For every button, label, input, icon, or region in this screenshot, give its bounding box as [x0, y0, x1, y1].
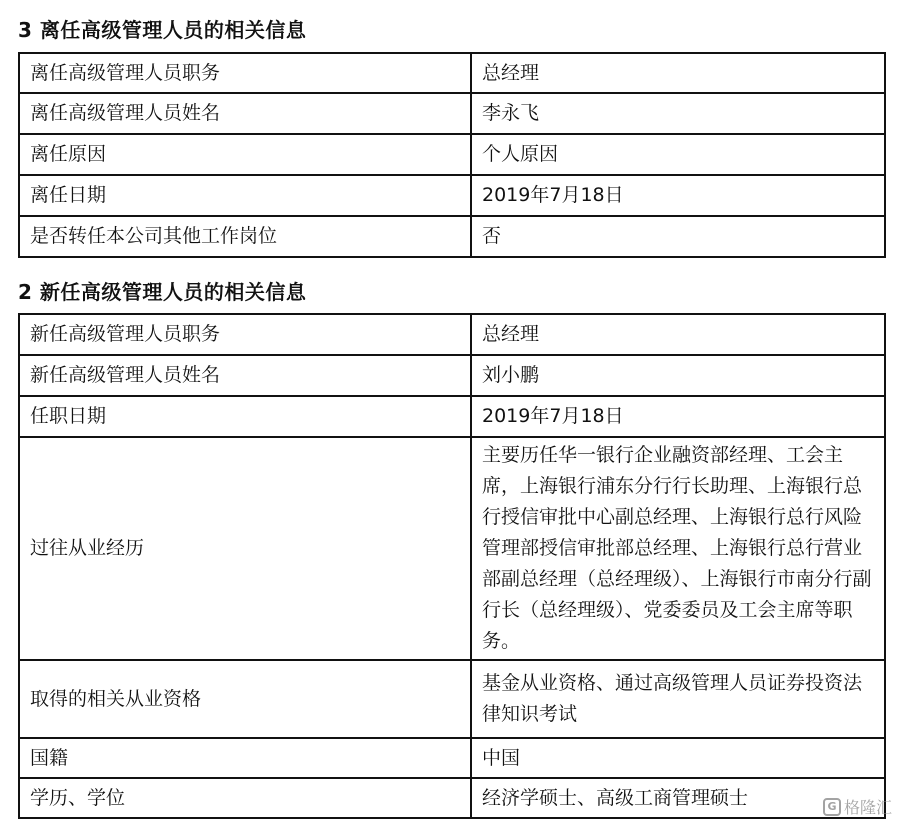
table-row: [19, 396, 885, 437]
row-label: 新任高级管理人员职务: [19, 314, 471, 355]
row-value: 李永飞: [471, 93, 885, 134]
table-row: [19, 134, 885, 175]
row-label: 学历、学位: [19, 778, 471, 818]
row-label: 离任高级管理人员职务: [19, 53, 471, 93]
row-value: 刘小鹏: [471, 355, 885, 396]
watermark: [823, 795, 892, 818]
new-appointment-section-title: 2 新任高级管理人员的相关信息: [18, 280, 307, 304]
watermark-text: 格隆汇: [843, 798, 892, 817]
row-label: 任职日期: [19, 396, 471, 437]
row-label: 离任日期: [19, 175, 471, 216]
row-value: 总经理: [471, 314, 885, 355]
row-label: 离任高级管理人员姓名: [19, 93, 471, 134]
table-row: [19, 355, 885, 396]
row-value: 主要历任华一银行企业融资部经理、工会主席，上海银行浦东分行行长助理、上海银行总行授信审批中心副总经理、上海银行总行风险管理部授信审批部总经理、上海银行总行营业部副总经理（总经理级）、上海银行市南分行副行长（总经理级）、党委委员及工会主席等职务。: [471, 437, 885, 660]
row-value: 总经理: [471, 53, 885, 93]
row-label: 国籍: [19, 738, 471, 778]
departure-info-table: [18, 52, 886, 258]
table-row: [19, 660, 885, 738]
table-row: [19, 314, 885, 355]
row-label: 新任高级管理人员姓名: [19, 355, 471, 396]
new-appointment-info-table: [18, 313, 886, 819]
row-value: 个人原因: [471, 134, 885, 175]
table-row: [19, 93, 885, 134]
row-value: 中国: [471, 738, 885, 778]
row-label: 是否转任本公司其他工作岗位: [19, 216, 471, 257]
gelonghui-logo-icon: G: [823, 798, 841, 816]
table-row: [19, 738, 885, 778]
table-row: [19, 437, 885, 660]
row-label: 过往从业经历: [19, 437, 471, 660]
departure-section-title: 3 离任高级管理人员的相关信息: [18, 18, 307, 42]
table-row: [19, 175, 885, 216]
row-value: 2019年7月18日: [471, 175, 885, 216]
table-row: [19, 778, 885, 818]
row-value: 否: [471, 216, 885, 257]
row-value: 基金从业资格、通过高级管理人员证券投资法律知识考试: [471, 660, 885, 738]
table-row: [19, 216, 885, 257]
row-value: 经济学硕士、高级工商管理硕士: [471, 778, 885, 818]
row-value: 2019年7月18日: [471, 396, 885, 437]
row-label: 取得的相关从业资格: [19, 660, 471, 738]
row-label: 离任原因: [19, 134, 471, 175]
table-row: [19, 53, 885, 93]
